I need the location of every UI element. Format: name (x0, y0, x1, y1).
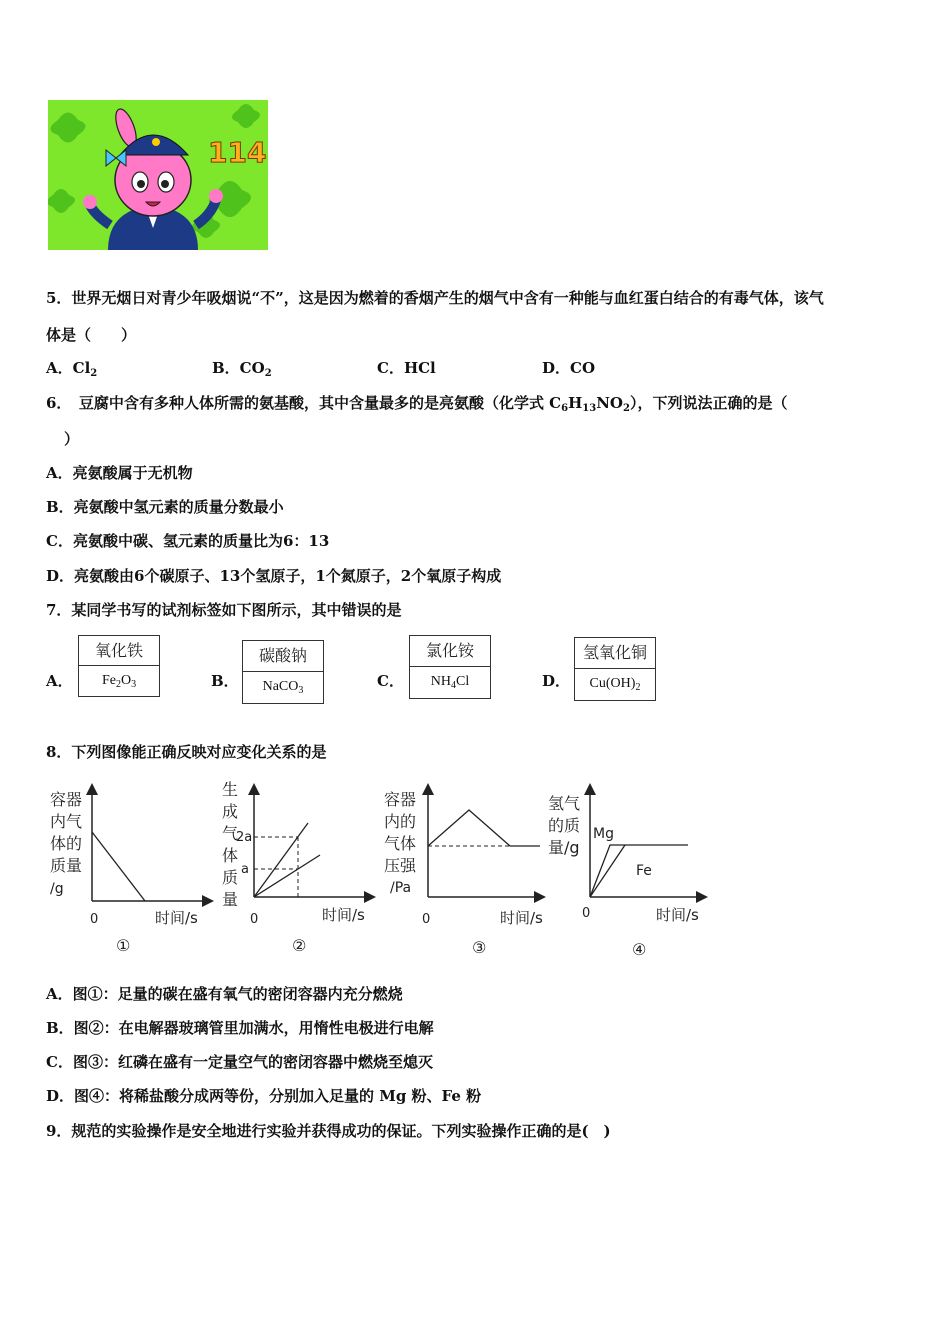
q6-formula-sub2: 13 (582, 403, 597, 414)
q7-label-c-f2: Cl (456, 674, 470, 689)
q6-stem-post: ），下列说法正确的是（ (629, 394, 788, 412)
q7-label-b-s1: 3 (298, 685, 304, 696)
q7-label-a (78, 635, 160, 697)
q7-option-b-letter[interactable]: B． (211, 672, 239, 690)
q6-option-b[interactable]: B．亮氨酸中氢元素的质量分数最小 (46, 498, 284, 516)
graph-4-ylabel-2: 量/g (548, 838, 580, 857)
graph-4-number: ④ (632, 940, 647, 959)
graph-2-ylabel-3: 体 (222, 846, 239, 865)
q8-graphs-svg (40, 775, 720, 965)
q8-stem: 8．下列图像能正确反映对应变化关系的是 (46, 743, 327, 761)
q7-label-c (409, 635, 491, 699)
q7-label-d-f1: Cu(OH) (589, 676, 636, 691)
q5-stem-line2: 体是（ ） (46, 326, 137, 344)
q8-option-b[interactable]: B．图②：在电解器玻璃管里加满水，用惰性电极进行电解 (46, 1019, 434, 1037)
q6-stem-pre: 6． 豆腐中含有多种人体所需的氨基酸，其中含量最多的是亮氨酸（化学式 C (46, 394, 562, 412)
graph-1-origin: 0 (90, 912, 99, 927)
q6-option-d[interactable]: D．亮氨酸由6个碳原子、13个氢原子，1个氮原子，2个氧原子构成 (46, 567, 502, 585)
graph-3-origin: 0 (422, 912, 431, 927)
graph-2-ylabel-0: 生 (222, 780, 239, 799)
q7-option-c-letter[interactable]: C． (377, 672, 404, 690)
cartoon-svg (48, 100, 268, 250)
q7-label-b-name: 碳酸钠 (243, 641, 323, 672)
q8-option-d[interactable]: D．图④：将稀盐酸分成两等份，分别加入足量的 Mg 粉、Fe 粉 (46, 1087, 482, 1105)
q6-formula-h: H (568, 394, 583, 412)
graph-2-tick-2a: 2a (236, 830, 253, 845)
graph-3-number: ③ (472, 938, 487, 957)
q7-label-c-s1: 4 (451, 680, 456, 691)
graph-2-xlabel: 时间/s (322, 906, 365, 924)
q7-label-a-name: 氧化铁 (79, 636, 159, 666)
graph-2-number: ② (292, 936, 307, 955)
graph-3-line (428, 810, 540, 846)
cartoon-image (48, 100, 268, 250)
graph-2-ylabel-4: 质 (222, 868, 239, 887)
q7-label-d-s1: 2 (635, 682, 641, 693)
q5-option-b[interactable] (212, 357, 272, 379)
q7-label-d-formula (575, 669, 655, 703)
graph-1-ylabel-3: 质量 (50, 856, 83, 875)
q9-stem: 9．规范的实验操作是安全地进行实验并获得成功的保证。下列实验操作正确的是( ) (46, 1122, 611, 1140)
q8-graphs (40, 775, 720, 965)
graph-3-ylabel-1: 内的 (384, 812, 417, 831)
graph-3-ylabel-3: 压强 (384, 856, 417, 875)
graph-4-xlabel: 时间/s (656, 906, 699, 924)
q5-option-d[interactable]: D．CO (542, 359, 596, 377)
q7-label-d (574, 637, 656, 701)
graph-2 (222, 780, 370, 955)
graph-2-ylabel-2: 气 (222, 824, 239, 843)
q7-label-b (242, 640, 324, 704)
q7-option-a-letter[interactable]: A． (46, 672, 73, 690)
graph-2-line-steep (254, 823, 308, 897)
q6-formula-sub3: 2 (622, 403, 630, 414)
q7-label-a-formula (79, 666, 159, 700)
graph-4-fe-label: Fe (636, 863, 652, 879)
q6-stem-line1 (46, 392, 787, 414)
q7-label-a-f1: Fe (101, 673, 116, 688)
graph-1-xlabel: 时间/s (155, 909, 198, 927)
graph-4-origin: 0 (582, 906, 591, 921)
q5-option-b-text: B．CO (212, 359, 265, 377)
q5-option-b-sub: 2 (264, 368, 272, 379)
graph-1-line (92, 832, 145, 901)
graph-3-ylabel-2: 气体 (384, 834, 417, 853)
graph-1-number: ① (116, 936, 131, 955)
graph-2-tick-a: a (241, 862, 249, 877)
q6-option-c[interactable]: C．亮氨酸中碳、氢元素的质量比为6：13 (46, 532, 330, 550)
graph-3 (384, 789, 543, 957)
q7-label-a-s1: 2 (115, 679, 121, 690)
q7-label-a-s2: 3 (131, 679, 137, 690)
q7-label-b-f1: NaCO (262, 679, 299, 694)
graph-2-ylabel-5: 量 (222, 890, 239, 909)
graph-1-ylabel-4: /g (50, 881, 64, 897)
graph-2-line-shallow (254, 855, 320, 897)
q5-option-c[interactable]: C．HCl (377, 359, 436, 377)
q7-option-d-letter[interactable]: D． (542, 672, 571, 690)
q5-stem-line1: 5．世界无烟日对青少年吸烟说“不”，这是因为燃着的香烟产生的烟气中含有一种能与血红蛋白结合的有毒气体，该气 (46, 289, 824, 307)
q6-formula-no: NO (596, 394, 623, 412)
graph-3-ylabel-0: 容器 (384, 790, 417, 809)
q5-option-a[interactable] (46, 357, 97, 379)
q8-option-c[interactable]: C．图③：红磷在盛有一定量空气的密闭容器中燃烧至熄灭 (46, 1053, 433, 1071)
graph-1 (50, 789, 208, 955)
q7-label-b-formula (243, 672, 323, 706)
q8-option-a[interactable]: A．图①：足量的碳在盛有氧气的密闭容器内充分燃烧 (46, 985, 403, 1003)
graph-4-mg-label: Mg (593, 826, 614, 842)
q6-formula-sub1: 6 (561, 403, 569, 414)
graph-4 (548, 789, 702, 959)
graph-1-ylabel-0: 容器 (50, 790, 83, 809)
graph-2-origin: 0 (250, 912, 259, 927)
q7-label-c-name: 氯化铵 (410, 636, 490, 667)
q6-option-a[interactable]: A．亮氨酸属于无机物 (46, 464, 193, 482)
q7-label-d-name: 氢氧化铜 (575, 638, 655, 669)
graph-3-xlabel: 时间/s (500, 909, 543, 927)
cartoon-badge-text: 114 (208, 136, 267, 169)
graph-3-ylabel-4: /Pa (390, 880, 412, 896)
q7-label-c-f1: NH (430, 674, 451, 689)
graph-2-ylabel-1: 成 (222, 802, 239, 821)
graph-1-ylabel-1: 内气 (50, 812, 83, 831)
q7-label-c-formula (410, 667, 490, 701)
q5-option-a-text: A．Cl (46, 359, 91, 377)
q7-stem: 7．某同学书写的试剂标签如下图所示，其中错误的是 (46, 601, 402, 619)
q6-stem-line2: ） (64, 430, 80, 448)
graph-1-ylabel-2: 体的 (50, 834, 83, 853)
graph-4-ylabel-1: 的质 (548, 816, 581, 835)
graph-4-ylabel-0: 氢气 (548, 794, 581, 813)
q5-option-a-sub: 2 (90, 368, 98, 379)
q7-label-a-f2: O (120, 673, 132, 688)
